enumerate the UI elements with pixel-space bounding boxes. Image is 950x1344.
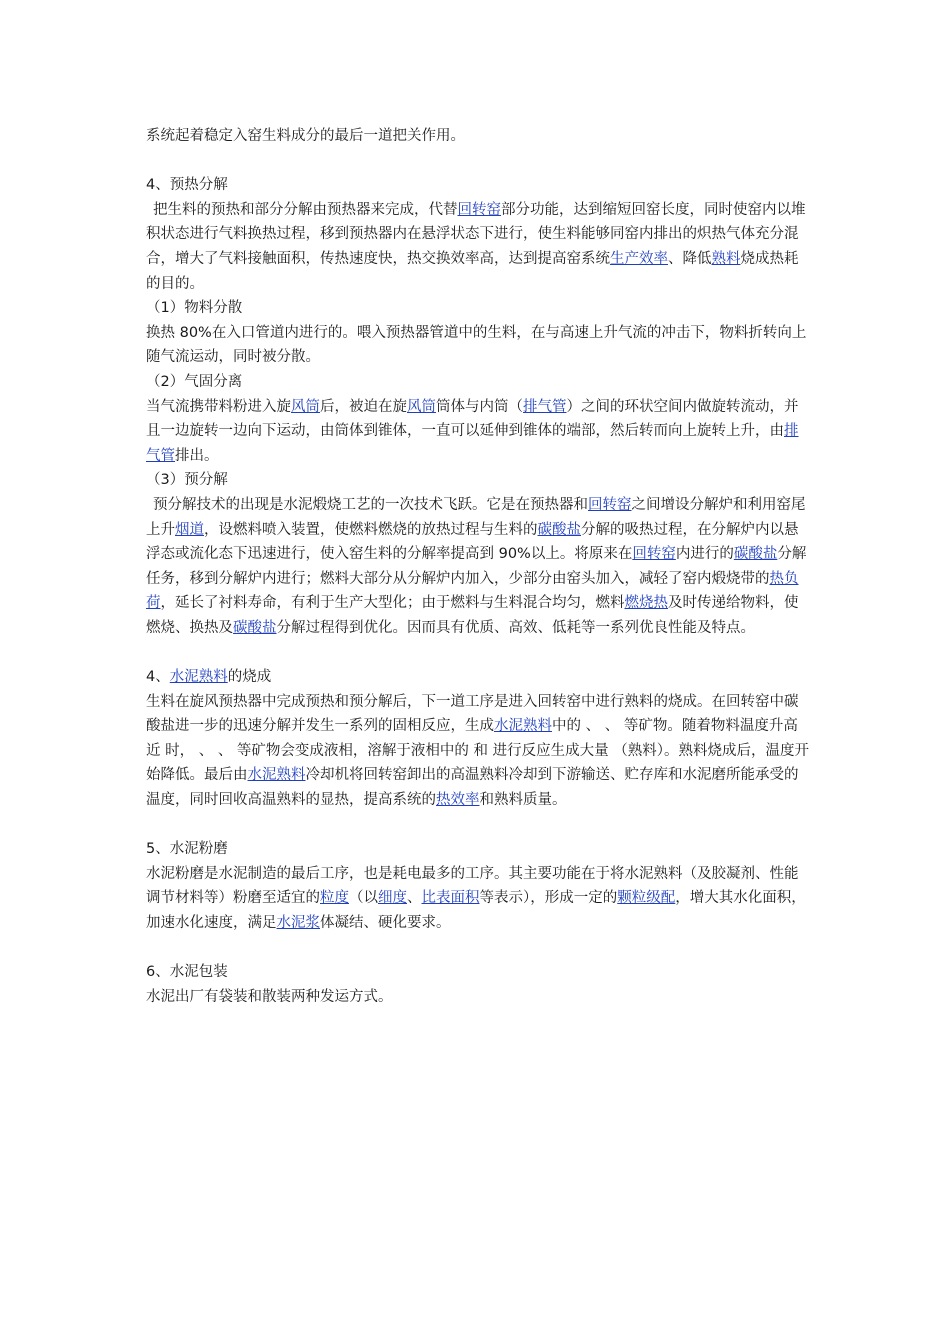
text-run: 排出。 [175, 447, 219, 464]
inline-link[interactable]: 碳酸盐 [233, 619, 277, 636]
text-run: ）之间的环状空间内做旋转流动，并且一边旋转一边向下运动，由筒体到锥体，一直可以延伸到锥体的端部，然后转而向上旋转上升，由 [146, 398, 799, 440]
inline-link[interactable]: 燃烧热 [624, 595, 668, 612]
paragraph [146, 690, 810, 813]
paragraph-spacer [146, 149, 810, 174]
paragraph [146, 296, 810, 321]
inline-link[interactable]: 排气管 [146, 423, 799, 464]
paragraph-spacer [146, 813, 810, 838]
text-run: 4、 [146, 669, 170, 686]
text-run: 4、预热分解 [146, 177, 228, 194]
text-run: 冷却机将回转窑卸出的高温熟料冷却到下游输送、贮存库和水泥磨所能承受的温度，同时回收高温熟料的显热，提高系统的 [146, 767, 799, 809]
paragraph [146, 960, 810, 985]
inline-link[interactable]: 热效率 [436, 792, 480, 809]
inline-link[interactable]: 水泥熟料 [494, 718, 552, 735]
text-run: 后，被迫在旋 [320, 398, 407, 415]
text-run: 系统起着稳定入窑生料成分的最后一道把关作用。 [146, 128, 465, 144]
text-run: 的烧成 [227, 669, 272, 686]
text-run: 和熟料质量。 [479, 792, 567, 809]
text-run: 烧成热耗的目的。 [146, 250, 799, 292]
inline-link[interactable]: 比表面积 [421, 890, 480, 907]
text-run: 之间增设分解炉和利用窑尾上升 [146, 496, 806, 538]
paragraph [146, 124, 810, 149]
inline-link[interactable]: 热负荷 [146, 570, 799, 612]
text-run: 分解的吸热过程，在分解炉内以悬浮态或流化态下迅速进行，使入窑生料的分解率提高到 90%以上。将原来在 [146, 521, 799, 563]
inline-link[interactable]: 碳酸盐 [733, 546, 778, 563]
inline-link[interactable]: 粒度 [320, 890, 349, 907]
inline-link[interactable]: 回转窑 [632, 546, 676, 563]
inline-link[interactable]: 细度 [378, 890, 407, 907]
paragraph [146, 665, 810, 690]
text-run: 部分功能，达到缩短回窑长度，同时使窑内以堆积状态进行气料换热过程，移到预热器内在悬浮状态下进行，使生料能够同窑内排出的炽热气体充分混合，增大了气料接触面积，传热速度快，热交换效率高，达到提高窑系统 [146, 201, 806, 267]
inline-link[interactable]: 烟道 [175, 521, 204, 538]
text-run: 水泥出厂有袋装和散装两种发运方式。 [146, 988, 393, 1005]
text-run: 等表示），形成一定的 [479, 890, 618, 907]
text-run: 6、水泥包装 [146, 964, 228, 981]
paragraph [146, 395, 810, 469]
paragraph [146, 198, 810, 296]
text-run: （2）气固分离 [146, 373, 243, 390]
text-run: 把生料的预热和部分分解由预热器来完成，代替 [153, 201, 458, 218]
paragraph [146, 985, 810, 1010]
text-run: 中的 、 、 等矿物。随着物料温度升高近 时， 、 、 等矿物会变成液相，溶解于液相中的 和 进行反应生成大量 （熟料）。熟料烧成后，温度开始降低。最后由 [146, 718, 810, 784]
inline-link[interactable]: 风筒 [407, 398, 436, 415]
text-run: 、降低 [668, 250, 712, 267]
inline-link[interactable]: 排气管 [523, 398, 567, 415]
text-run: （3）预分解 [146, 472, 228, 489]
text-run: 、 [407, 890, 422, 907]
inline-link[interactable]: 风筒 [291, 398, 320, 415]
paragraph [146, 468, 810, 493]
text-run: 当气流携带料粉进入旋 [146, 398, 291, 415]
paragraph [146, 837, 810, 862]
text-run: （1）物料分散 [146, 300, 243, 317]
text-run: ，设燃料喷入装置，使燃料燃烧的放热过程与生料的 [204, 521, 538, 538]
document-body [146, 124, 810, 1009]
text-run: 换热 80%在入口管道内进行的。喂入预热器管道中的生料，在与高速上升气流的冲击下，物料折转向上随气流运动，同时被分散。 [146, 324, 807, 366]
text-run: ，延长了衬料寿命，有利于生产大型化；由于燃料与生料混合均匀，燃料 [160, 595, 625, 612]
inline-link[interactable]: 颗粒级配 [617, 890, 676, 907]
text-run: 预分解技术的出现是水泥煅烧工艺的一次技术飞跃。它是在预热器和 [153, 496, 588, 513]
text-run: 筒体与内筒（ [436, 398, 523, 415]
paragraph [146, 173, 810, 198]
inline-link[interactable]: 水泥浆 [276, 915, 320, 931]
text-run: 分解任务，移到分解炉内进行；燃料大部分从分解炉内加入，少部分由窑头加入，减轻了窑内煅烧带的 [146, 546, 807, 587]
text-run: 体凝结、硬化要求。 [320, 915, 451, 931]
paragraph [146, 370, 810, 395]
inline-link[interactable]: 熟料 [711, 250, 741, 267]
text-run: 生料在旋风预热器中完成预热和预分解后，下一道工序是进入回转窑中进行熟料的烧成。在回转窑中碳酸盐进一步的迅速分解并发生一系列的固相反应，生成 [146, 693, 799, 735]
text-run: 及时传递给物料，使燃烧、换热及 [146, 595, 799, 636]
text-run: 分解过程得到优化。因而具有优质、高效、低耗等一系列优良性能及特点。 [276, 619, 755, 636]
paragraph-spacer [146, 640, 810, 665]
text-run: ，增大其水化面积，加速水化速度，满足 [146, 890, 806, 931]
paragraph [146, 321, 810, 370]
inline-link[interactable]: 碳酸盐 [537, 521, 581, 538]
text-run: 5、水泥粉磨 [146, 841, 228, 858]
inline-link[interactable]: 生产效率 [610, 250, 668, 267]
paragraph [146, 862, 810, 936]
inline-link[interactable]: 回转窑 [588, 496, 632, 513]
text-run: 内进行的 [675, 546, 734, 563]
text-run: 水泥粉磨是水泥制造的最后工序，也是耗电最多的工序。其主要功能在于将水泥熟料（及胶凝剂、性能调节材料等）粉磨至适宜的 [146, 865, 799, 907]
text-run: （以 [349, 890, 378, 907]
paragraph [146, 493, 810, 641]
inline-link[interactable]: 回转窑 [457, 201, 501, 218]
inline-link[interactable]: 水泥熟料 [169, 669, 228, 686]
inline-link[interactable]: 水泥熟料 [247, 767, 306, 784]
paragraph-spacer [146, 936, 810, 961]
